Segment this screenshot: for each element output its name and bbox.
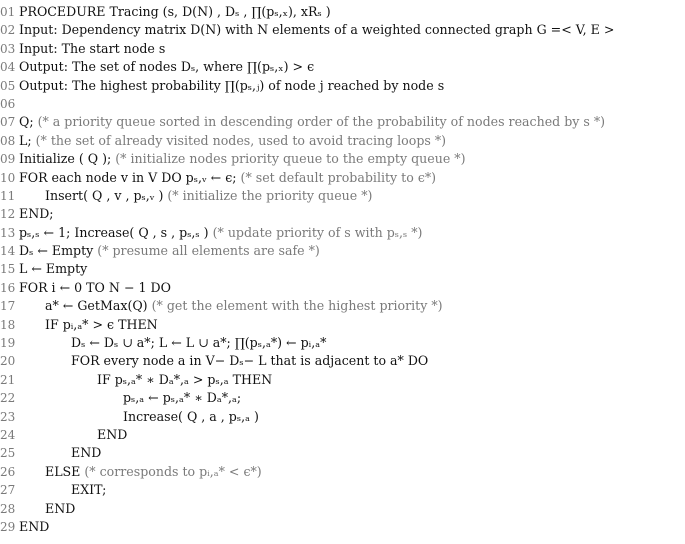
algorithm-line [0,334,685,352]
algorithm-line [0,316,685,334]
statement: Input: The start node s [19,40,166,56]
code-text [19,279,171,297]
statement: IF pₛ,ₐ* ∗ Dₐ*,ₐ > pₛ,ₐ THEN [97,371,273,387]
algorithm-line [0,426,685,444]
code-text [19,481,106,499]
algorithm-line [0,444,685,462]
statement: Insert( Q , v , pₛ,ᵥ ) [45,187,164,203]
line-number: 14 [0,244,16,259]
statement: END [97,426,128,442]
algorithm-line [0,297,685,315]
code-text [19,113,605,131]
statement: Dₛ ← Empty [19,243,94,259]
code-text [19,408,259,426]
line-number: 25 [0,446,16,461]
code-text [19,371,272,389]
code-text [19,150,466,168]
algorithm-line [0,224,685,242]
statement: END [19,518,50,534]
code-text [19,3,331,21]
algorithm-line [0,77,685,95]
code-text [19,426,127,444]
line-number: 12 [0,207,16,222]
statement: FOR i ← 0 TO N − 1 DO [19,279,171,295]
statement: Q; [19,114,34,130]
comment: (* corresponds to pᵢ,ₐ* < ϵ*) [80,463,262,479]
statement: IF pᵢ,ₐ* > ϵ THEN [45,316,158,332]
statement: Output: The set of nodes Dₛ, where ∏(pₛ,ₓ) > ϵ [19,59,315,75]
line-number: 13 [0,225,16,240]
algorithm-line [0,40,685,58]
comment: (* presume all elements are safe *) [93,243,320,259]
code-text [19,260,87,278]
algorithm-line [0,132,685,150]
line-number: 29 [0,519,16,534]
line-number: 22 [0,391,16,406]
statement: FOR each node v in V DO pₛ,ᵥ ← ϵ; [19,169,237,185]
comment: (* initialize nodes priority queue to the empty queue *) [111,151,466,167]
line-number: 02 [0,23,16,38]
line-number: 10 [0,170,16,185]
code-text [19,205,54,223]
code-text [19,21,614,39]
statement: L ← Empty [19,261,88,277]
code-text [19,444,101,462]
statement: L; [19,132,32,148]
line-number: 08 [0,133,16,148]
statement: PROCEDURE Tracing (s, D(N) , Dₛ , ∏(pₛ,ₓ), xRₛ ) [19,4,331,19]
line-number: 26 [0,464,16,479]
code-text [19,352,428,370]
line-number: 27 [0,483,16,498]
code-text [19,334,326,352]
line-number: 09 [0,152,16,167]
code-text [19,463,262,481]
line-number: 17 [0,299,16,314]
comment: (* a priority queue sorted in descending order of the probability of nodes reached by s *) [33,114,606,130]
line-number: 19 [0,336,16,351]
algorithm-line [0,389,685,407]
algorithm-line [0,187,685,205]
code-text [19,40,165,58]
algorithm-line [0,242,685,260]
algorithm-line [0,500,685,518]
code-text [19,169,436,187]
line-number: 16 [0,280,16,295]
code-text [19,187,372,205]
algorithm-line [0,371,685,389]
line-number: 15 [0,262,16,277]
statement: Input: Dependency matrix D(N) with N elements of a weighted connected graph G =< V, E > [19,22,615,38]
algorithm-listing [0,3,685,536]
statement: pₛ,ₐ ← pₛ,ₐ* ∗ Dₐ*,ₐ; [123,390,242,406]
statement: a* ← GetMax(Q) [45,298,148,314]
code-text [19,58,314,76]
comment: (* initialize the priority queue *) [163,187,373,203]
line-number: 07 [0,115,16,130]
line-number: 18 [0,317,16,332]
line-number: 28 [0,501,16,516]
line-number: 11 [0,188,16,203]
statement: END [71,445,102,461]
code-text [19,518,49,536]
algorithm-line [0,58,685,76]
code-text [19,389,241,407]
line-number: 24 [0,427,16,442]
line-number: 04 [0,60,16,75]
algorithm-line [0,481,685,499]
code-text [19,224,422,242]
algorithm-line [0,279,685,297]
algorithm-line [0,408,685,426]
statement: pₛ,ₛ ← 1; Increase( Q , s , pₛ,ₛ ) [19,224,209,240]
statement: END [45,500,76,516]
line-number: 05 [0,78,16,93]
statement: FOR every node a in V− Dₛ− L that is adjacent to a* DO [71,353,429,369]
statement: Dₛ ← Dₛ ∪ a*; L ← L ∪ a*; ∏(pₛ,ₐ*) ← pᵢ,ₐ* [71,335,327,351]
line-number: 06 [0,96,16,111]
algorithm-line [0,205,685,223]
statement: ELSE [45,463,81,479]
code-text [19,500,75,518]
comment: (* set default probability to ϵ*) [236,169,437,185]
comment: (* get the element with the highest priority *) [147,298,443,314]
statement: Increase( Q , a , pₛ,ₐ ) [123,408,259,424]
code-text [19,316,158,334]
line-number: 23 [0,409,16,424]
code-text [19,242,320,260]
algorithm-line [0,463,685,481]
line-number: 03 [0,41,16,56]
algorithm-line [0,95,685,113]
algorithm-line [0,352,685,370]
algorithm-line [0,21,685,39]
algorithm-line [0,260,685,278]
statement: EXIT; [71,482,107,498]
code-text [19,77,444,95]
algorithm-line [0,518,685,536]
algorithm-line [0,169,685,187]
comment: (* update priority of s with pₛ,ₛ *) [208,224,423,240]
algorithm-line [0,150,685,168]
statement: Initialize ( Q ); [19,151,112,167]
line-number: 20 [0,354,16,369]
code-text [19,132,446,150]
line-number: 01 [0,5,16,19]
code-text [19,297,443,315]
comment: (* the set of already visited nodes, used to avoid tracing loops *) [31,132,447,148]
line-number: 21 [0,372,16,387]
algorithm-line [0,113,685,131]
algorithm-line [0,3,685,21]
statement: Output: The highest probability ∏(pₛ,ⱼ) of node j reached by node s [19,77,445,93]
statement: END; [19,206,54,222]
